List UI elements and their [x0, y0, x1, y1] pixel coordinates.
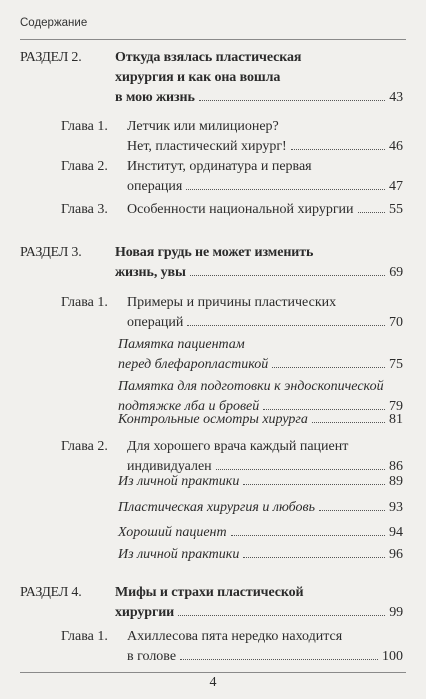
chapter-number: Глава 1.	[61, 295, 108, 310]
dot-leader	[358, 212, 385, 213]
entry-title-line: перед блефаропластикой	[118, 357, 269, 372]
dot-leader	[187, 325, 385, 326]
toc-entry-memo	[118, 335, 403, 375]
dot-leader	[243, 484, 385, 485]
entry-title-line: Летчик или милиционер?	[127, 119, 279, 134]
header-rule	[20, 39, 406, 40]
page-ref: 94	[389, 525, 403, 540]
dot-leader	[199, 100, 385, 101]
entry-title-line: Новая грудь не может изменить	[115, 245, 314, 260]
page-ref: 81	[389, 412, 403, 427]
toc-entry-part	[20, 48, 403, 108]
entry-title-line: подтяжке лба и бровей	[118, 399, 260, 414]
page-ref: 86	[389, 459, 403, 474]
entry-title-line: операция	[127, 179, 183, 194]
toc-entry-chapter	[61, 293, 403, 333]
chapter-number: Глава 3.	[61, 202, 108, 217]
dot-leader	[312, 422, 385, 423]
entry-title-line: Для хорошего врача каждый пациент	[127, 439, 349, 454]
entry-title-line: Из личной практики	[118, 474, 240, 489]
page-ref: 75	[389, 357, 403, 372]
entry-title-line: хирургия и как она вошла	[115, 70, 281, 85]
page-ref: 96	[389, 547, 403, 562]
footer-rule	[20, 672, 406, 673]
toc-entry-part	[20, 243, 403, 283]
page-ref: 70	[389, 315, 403, 330]
dot-leader	[291, 149, 385, 150]
page-ref: 55	[389, 202, 403, 217]
entry-title-line: Пластическая хирургия и любовь	[118, 500, 315, 515]
page-ref: 93	[389, 500, 403, 515]
entry-title-line: Мифы и страхи пластической	[115, 585, 304, 600]
entry-title-line: операций	[127, 315, 184, 330]
dot-leader	[272, 367, 385, 368]
toc-entry-chapter	[61, 627, 403, 667]
entry-title-line: Откуда взялась пластическая	[115, 50, 302, 65]
entry-title-line: Памятка пациентам	[118, 337, 245, 352]
dot-leader	[186, 189, 385, 190]
page-ref: 43	[389, 90, 403, 105]
page-header: Содержание	[20, 17, 88, 29]
entry-title-line: жизнь, увы	[115, 265, 186, 280]
entry-title-line: Хороший пациент	[118, 525, 227, 540]
toc-entry-memo	[118, 410, 403, 430]
dot-leader	[243, 557, 385, 558]
page-ref: 100	[382, 649, 403, 664]
entry-title-line: Нет, пластический хирург!	[127, 139, 287, 154]
entry-title-line: в мою жизнь	[115, 90, 195, 105]
toc-entry-memo	[118, 472, 403, 492]
section-number: РАЗДЕЛ 2.	[20, 50, 82, 65]
page-number: 4	[209, 675, 217, 690]
section-number: РАЗДЕЛ 3.	[20, 245, 82, 260]
toc-entry-chapter	[61, 117, 403, 157]
entry-title-line: Примеры и причины пластических	[127, 295, 337, 310]
entry-title-line: Институт, ординатура и первая	[127, 159, 312, 174]
entry-title-line: в голове	[127, 649, 177, 664]
chapter-number: Глава 1.	[61, 629, 108, 644]
dot-leader	[231, 535, 385, 536]
page-ref: 47	[389, 179, 403, 194]
dot-leader	[178, 615, 385, 616]
toc-entry-chapter	[61, 437, 403, 477]
entry-title-line: Особенности национальной хирургии	[127, 202, 354, 217]
entry-title-line: Из личной практики	[118, 547, 240, 562]
entry-title-line: хирургии	[115, 605, 175, 620]
chapter-number: Глава 2.	[61, 439, 108, 454]
toc-entry-memo	[118, 498, 403, 518]
toc-entry-part	[20, 583, 403, 623]
page-ref: 99	[389, 605, 403, 620]
dot-leader	[180, 659, 378, 660]
page-ref: 79	[389, 399, 403, 414]
toc-entry-chapter	[61, 200, 403, 220]
entry-title-line: Контрольные осмотры хирурга	[118, 412, 308, 427]
dot-leader	[216, 469, 385, 470]
entry-title-line: Ахиллесова пята нередко находится	[127, 629, 343, 644]
toc-entry-chapter	[61, 157, 403, 197]
toc-entry-memo	[118, 545, 403, 565]
section-number: РАЗДЕЛ 4.	[20, 585, 82, 600]
dot-leader	[319, 510, 385, 511]
page-ref: 89	[389, 474, 403, 489]
entry-title-line: индивидуален	[127, 459, 212, 474]
chapter-number: Глава 1.	[61, 119, 108, 134]
chapter-number: Глава 2.	[61, 159, 108, 174]
page-ref: 46	[389, 139, 403, 154]
dot-leader	[190, 275, 385, 276]
toc-entry-memo	[118, 523, 403, 543]
entry-title-line: Памятка для подготовки к эндоскопической	[118, 379, 384, 394]
page-ref: 69	[389, 265, 403, 280]
